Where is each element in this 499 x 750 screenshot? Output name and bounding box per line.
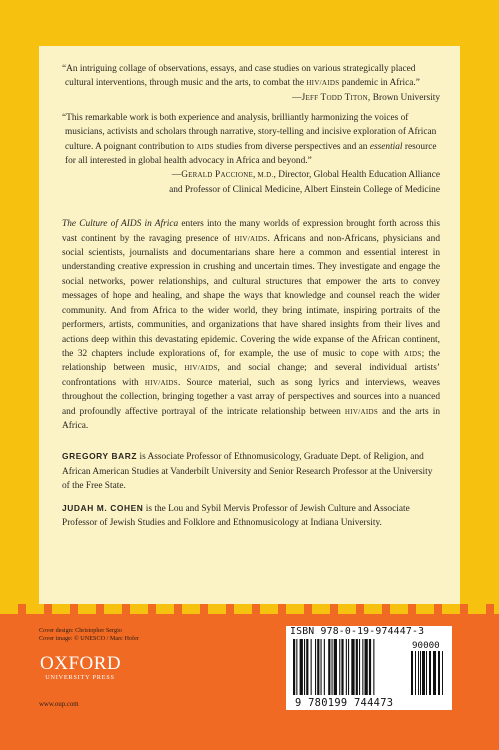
- decorative-stripe: [0, 604, 499, 614]
- endorsement-affiliation: and Professor of Clinical Medicine, Albert Einstein College of Medicine: [169, 184, 440, 195]
- author-name: GREGORY BARZ: [62, 451, 138, 462]
- publisher-logo: [40, 654, 120, 681]
- author-bio-text: is the Lou and Sybil Mervis Professor of Jewish Culture and Associate Professor of Jewish Studies and Folklore and Ethnomusicology at Indiana University.: [62, 503, 410, 528]
- endorsement-text: “This remarkable work is both experience and analysis, brilliantly harmonizing the voices of musicians, activists and scholars through narrative, story-telling and incisive exploration of African culture. A poignant contribution to: [62, 112, 437, 152]
- author-bio-barz: [62, 449, 440, 493]
- author-bio-cohen: [62, 501, 440, 531]
- endorsement-text: “An intriguing collage of observations, essays, and case studies on various strategically placed cultural interventions, through music and the arts, to combat the: [62, 64, 416, 89]
- cover-design-credit: Cover design: Christopher Sergio: [39, 627, 122, 634]
- barcode-icon: [293, 639, 449, 697]
- back-cover-text: [62, 62, 440, 537]
- cover-credits: [39, 627, 139, 644]
- cover-image-credit: Cover image: © UNESCO / Marc Hofer: [39, 635, 139, 643]
- endorsement-text-end: pandemic in Africa.”: [339, 78, 420, 89]
- publisher-subtitle: UNIVERSITY PRESS: [45, 674, 115, 681]
- author-name: JUDAH M. COHEN: [62, 502, 144, 513]
- author-bio-text: is Associate Professor of Ethnomusicology, Graduate Dept. of Religion, and African American Studies at Vanderbilt University and Senior Research Professor at the University of the Free State.: [62, 452, 433, 492]
- endorsement-term: hiv/aids: [306, 78, 340, 89]
- endorsement-attribution: —Gerald Paccione, m.d., Director, Global Health Education Alliance: [171, 170, 440, 181]
- endorsement-attribution: —Jeff Todd Titon, Brown University: [292, 92, 440, 103]
- book-title: The Culture of AIDS in Africa: [62, 219, 179, 230]
- endorsement-titon: [62, 62, 440, 103]
- book-description: The Culture of AIDS in Africa enters into the many worlds of expression brought forth across this vast continent by the ravaging presence of hiv/aids. Africans and non-Africans, physicians and social scientists, journalists and documentarians share here a common and essential interest in understanding creative expression in crushing and uncertain times. They investigate and engage the social networks, power relationships, and cultural structures that empower the arts to convey messages of hope and healing, and shape the ways that knowledge and counsel reach the wider community. And from Africa to the wider world, they bring intimate, inspiring portraits of the performers, artists, communities, and organizations that have shared insights from their lives and actions deep within this devastating epidemic. Covering the wide expanse of the African continent, the 32 chapters include explorations of, for example, the use of music to cope with aids; the relationship between music, hiv/aids, and social change; and several individual artists’ confrontations with hiv/aids. Source material, such as song lyrics and interviews, weaves throughout the collection, bringing together a vast array of perspectives and sources into a nuanced and profoundly affective portrayal of the intricate relationship between hiv/aids and the arts in Africa.: [62, 219, 441, 431]
- endorsement-paccione: “This remarkable work is both experience and analysis, brilliantly harmonizing the voices of musicians, activists and scholars through narrative, story-telling and incisive exploration of African culture. A poignant contribution to aids studies from diverse perspectives and an essential resource for all interested in global health advocacy in Africa and beyond.” —Gerald Paccione, m.d., Director, Global Health Education Alliance and Professor of Clinical Medicine, Albert Einstein College of Medicine: [62, 111, 440, 197]
- isbn-text: ISBN 978-0-19-974447-3: [290, 626, 425, 637]
- publisher-website: www.oup.com: [39, 701, 79, 708]
- barcode-digits: 9 780199 744473: [295, 697, 394, 709]
- publisher-name: OXFORD: [40, 653, 122, 674]
- barcode-addon-number: 90000: [412, 640, 440, 651]
